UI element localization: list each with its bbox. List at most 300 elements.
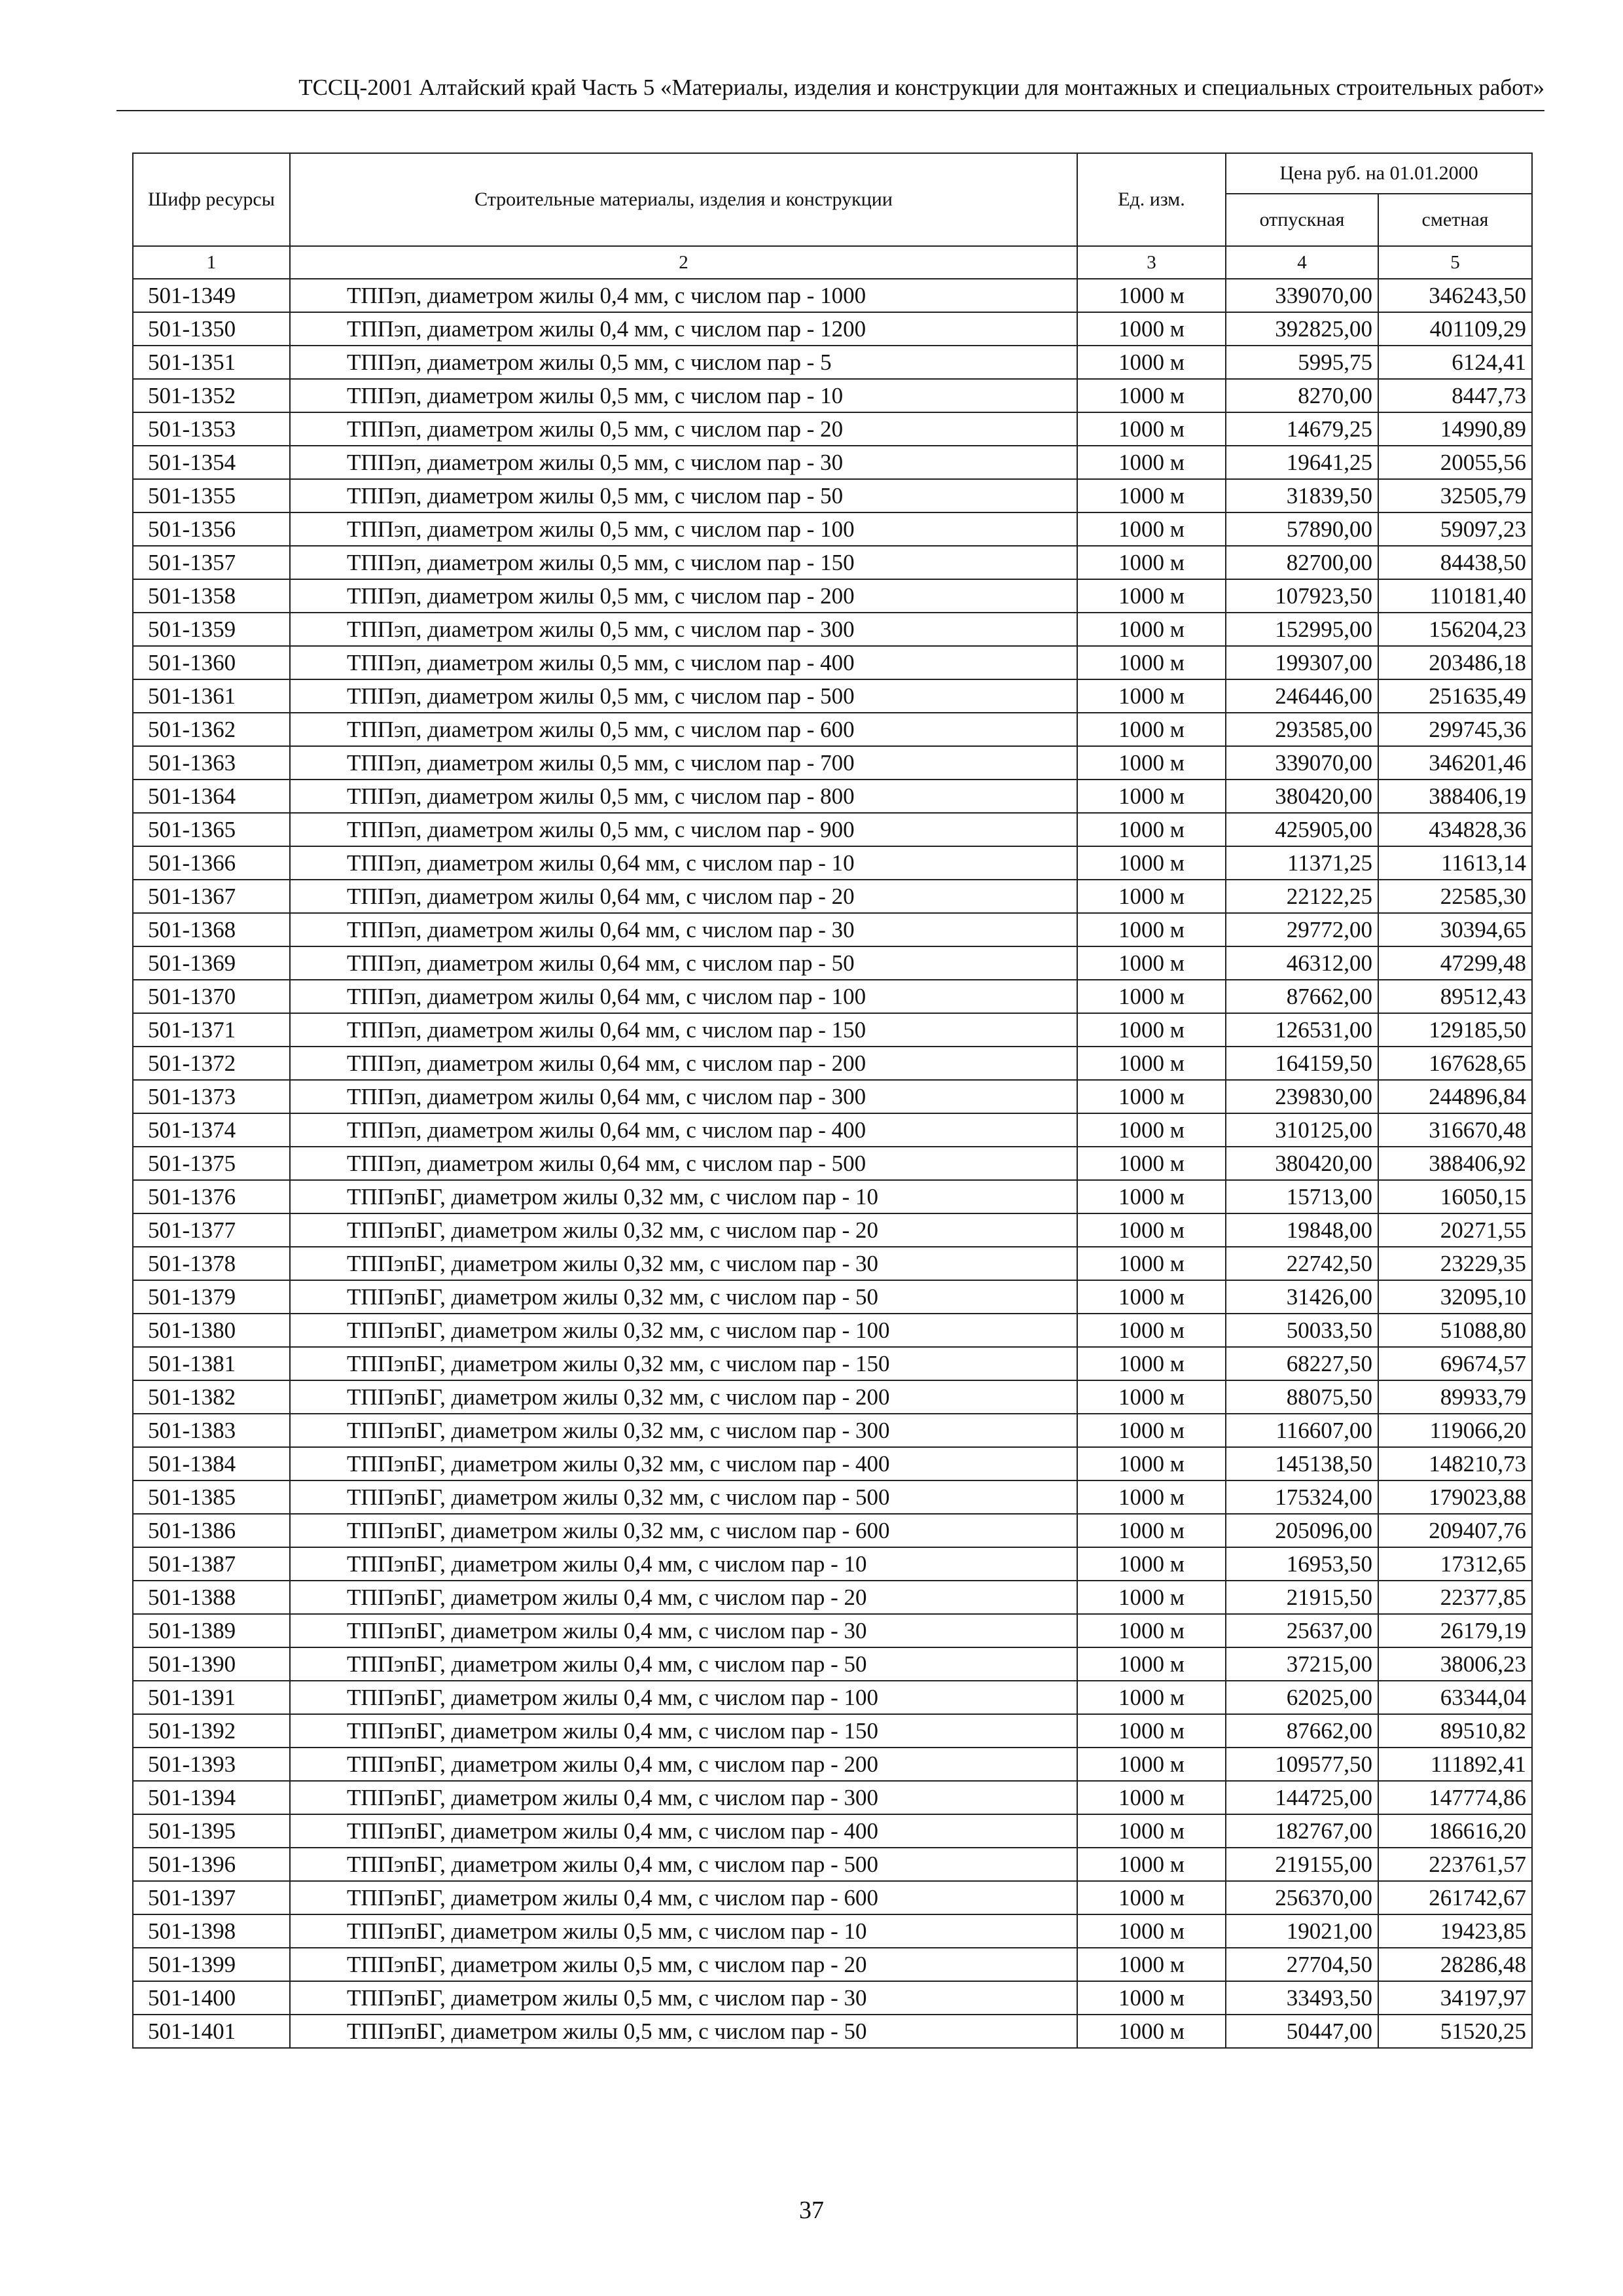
unit-cell: 1000 м — [1077, 613, 1226, 646]
material-name-cell: ТППэп, диаметром жилы 0,5 мм, с числом пар - 100 — [290, 512, 1077, 546]
unit-cell: 1000 м — [1077, 512, 1226, 546]
resource-code-cell: 501-1356 — [133, 512, 290, 546]
resource-code-cell: 501-1371 — [133, 1013, 290, 1047]
material-name-cell: ТППэпБГ, диаметром жилы 0,32 мм, с числом пар - 150 — [290, 1347, 1077, 1380]
material-name-cell: ТППэпБГ, диаметром жилы 0,4 мм, с числом пар - 50 — [290, 1647, 1077, 1681]
release-price-cell: 57890,00 — [1226, 512, 1378, 546]
estimate-price-cell: 59097,23 — [1378, 512, 1532, 546]
material-name-cell: ТППэпБГ, диаметром жилы 0,32 мм, с числом пар - 600 — [290, 1514, 1077, 1547]
resource-code-cell: 501-1366 — [133, 846, 290, 880]
table-row — [133, 1147, 1532, 1180]
table-row — [133, 1414, 1532, 1447]
release-price-cell: 14679,25 — [1226, 412, 1378, 446]
table-row — [133, 346, 1532, 379]
release-price-cell: 15713,00 — [1226, 1180, 1378, 1213]
table-row — [133, 846, 1532, 880]
resource-code-cell: 501-1387 — [133, 1547, 290, 1581]
resource-code-cell: 501-1369 — [133, 946, 290, 980]
release-price-cell: 246446,00 — [1226, 679, 1378, 713]
release-price-cell: 22122,25 — [1226, 880, 1378, 913]
estimate-price-cell: 209407,76 — [1378, 1514, 1532, 1547]
release-price-cell: 8270,00 — [1226, 379, 1378, 412]
table-row — [133, 746, 1532, 780]
release-price-cell: 339070,00 — [1226, 279, 1378, 312]
resource-code-cell: 501-1394 — [133, 1781, 290, 1814]
resource-code-cell: 501-1379 — [133, 1280, 290, 1314]
estimate-price-cell: 346243,50 — [1378, 279, 1532, 312]
material-name-cell: ТППэпБГ, диаметром жилы 0,32 мм, с числом пар - 30 — [290, 1247, 1077, 1280]
resource-code-cell: 501-1363 — [133, 746, 290, 780]
table-row — [133, 1480, 1532, 1514]
unit-cell: 1000 м — [1077, 1547, 1226, 1581]
resource-code-cell: 501-1400 — [133, 1981, 290, 2015]
table-row — [133, 1180, 1532, 1213]
estimate-price-cell: 28286,48 — [1378, 1948, 1532, 1981]
column-number-row — [133, 246, 1532, 279]
table-row — [133, 1914, 1532, 1948]
table-row — [133, 1447, 1532, 1480]
resource-code-cell: 501-1349 — [133, 279, 290, 312]
resource-code-cell: 501-1368 — [133, 913, 290, 946]
resource-code-cell: 501-1378 — [133, 1247, 290, 1280]
estimate-price-cell: 186616,20 — [1378, 1814, 1532, 1848]
unit-cell: 1000 м — [1077, 646, 1226, 679]
estimate-price-cell: 251635,49 — [1378, 679, 1532, 713]
material-name-cell: ТППэпБГ, диаметром жилы 0,5 мм, с числом пар - 20 — [290, 1948, 1077, 1981]
estimate-price-cell: 223761,57 — [1378, 1848, 1532, 1881]
resource-code-cell: 501-1359 — [133, 613, 290, 646]
table-row — [133, 646, 1532, 679]
table-row — [133, 1814, 1532, 1848]
resource-code-cell: 501-1367 — [133, 880, 290, 913]
release-price-cell: 109577,50 — [1226, 1748, 1378, 1781]
release-price-cell: 37215,00 — [1226, 1647, 1378, 1681]
material-name-cell: ТППэпБГ, диаметром жилы 0,32 мм, с числом пар - 10 — [290, 1180, 1077, 1213]
release-price-cell: 27704,50 — [1226, 1948, 1378, 1981]
release-price-cell: 11371,25 — [1226, 846, 1378, 880]
unit-cell: 1000 м — [1077, 813, 1226, 846]
unit-cell: 1000 м — [1077, 1914, 1226, 1948]
table-row — [133, 1681, 1532, 1714]
material-name-cell: ТППэп, диаметром жилы 0,5 мм, с числом пар - 30 — [290, 446, 1077, 479]
material-name-cell: ТППэп, диаметром жилы 0,5 мм, с числом пар - 600 — [290, 713, 1077, 746]
estimate-price-cell: 34197,97 — [1378, 1981, 1532, 2015]
resource-code-cell: 501-1364 — [133, 780, 290, 813]
estimate-price-cell: 89933,79 — [1378, 1380, 1532, 1414]
estimate-price-cell: 167628,65 — [1378, 1047, 1532, 1080]
release-price-cell: 29772,00 — [1226, 913, 1378, 946]
material-name-cell: ТППэп, диаметром жилы 0,5 мм, с числом пар - 900 — [290, 813, 1077, 846]
estimate-price-cell: 69674,57 — [1378, 1347, 1532, 1380]
header-price-group: Цена руб. на 01.01.2000 — [1226, 153, 1532, 194]
table-row — [133, 2015, 1532, 2048]
unit-cell: 1000 м — [1077, 1347, 1226, 1380]
table-row — [133, 780, 1532, 813]
release-price-cell: 50033,50 — [1226, 1314, 1378, 1347]
table-row — [133, 1047, 1532, 1080]
column-number: 5 — [1378, 246, 1532, 279]
material-name-cell: ТППэпБГ, диаметром жилы 0,32 мм, с числом пар - 200 — [290, 1380, 1077, 1414]
resource-code-cell: 501-1382 — [133, 1380, 290, 1414]
resource-code-cell: 501-1355 — [133, 479, 290, 512]
estimate-price-cell: 51520,25 — [1378, 2015, 1532, 2048]
unit-cell: 1000 м — [1077, 1147, 1226, 1180]
material-name-cell: ТППэп, диаметром жилы 0,64 мм, с числом пар - 300 — [290, 1080, 1077, 1113]
resource-code-cell: 501-1384 — [133, 1447, 290, 1480]
estimate-price-cell: 203486,18 — [1378, 646, 1532, 679]
resource-code-cell: 501-1376 — [133, 1180, 290, 1213]
table-row — [133, 980, 1532, 1013]
estimate-price-cell: 14990,89 — [1378, 412, 1532, 446]
table-row — [133, 713, 1532, 746]
unit-cell: 1000 м — [1077, 780, 1226, 813]
estimate-price-cell: 47299,48 — [1378, 946, 1532, 980]
table-row — [133, 1380, 1532, 1414]
table-row — [133, 479, 1532, 512]
price-table — [132, 152, 1533, 2049]
column-number: 3 — [1077, 246, 1226, 279]
resource-code-cell: 501-1377 — [133, 1213, 290, 1247]
unit-cell: 1000 м — [1077, 1180, 1226, 1213]
resource-code-cell: 501-1361 — [133, 679, 290, 713]
estimate-price-cell: 26179,19 — [1378, 1614, 1532, 1647]
estimate-price-cell: 401109,29 — [1378, 312, 1532, 346]
resource-code-cell: 501-1386 — [133, 1514, 290, 1547]
resource-code-cell: 501-1383 — [133, 1414, 290, 1447]
unit-cell: 1000 м — [1077, 1480, 1226, 1514]
estimate-price-cell: 388406,19 — [1378, 780, 1532, 813]
table-row — [133, 1514, 1532, 1547]
estimate-price-cell: 434828,36 — [1378, 813, 1532, 846]
unit-cell: 1000 м — [1077, 1447, 1226, 1480]
table-row — [133, 613, 1532, 646]
release-price-cell: 87662,00 — [1226, 980, 1378, 1013]
unit-cell: 1000 м — [1077, 1414, 1226, 1447]
resource-code-cell: 501-1401 — [133, 2015, 290, 2048]
material-name-cell: ТППэп, диаметром жилы 0,5 мм, с числом пар - 150 — [290, 546, 1077, 579]
estimate-price-cell: 89510,82 — [1378, 1714, 1532, 1748]
unit-cell: 1000 м — [1077, 679, 1226, 713]
estimate-price-cell: 89512,43 — [1378, 980, 1532, 1013]
resource-code-cell: 501-1375 — [133, 1147, 290, 1180]
material-name-cell: ТППэпБГ, диаметром жилы 0,32 мм, с числом пар - 400 — [290, 1447, 1077, 1480]
estimate-price-cell: 129185,50 — [1378, 1013, 1532, 1047]
table-row — [133, 813, 1532, 846]
table-row — [133, 1981, 1532, 2015]
release-price-cell: 62025,00 — [1226, 1681, 1378, 1714]
release-price-cell: 16953,50 — [1226, 1547, 1378, 1581]
resource-code-cell: 501-1397 — [133, 1881, 290, 1914]
release-price-cell: 219155,00 — [1226, 1848, 1378, 1881]
unit-cell: 1000 м — [1077, 1080, 1226, 1113]
release-price-cell: 82700,00 — [1226, 546, 1378, 579]
release-price-cell: 392825,00 — [1226, 312, 1378, 346]
estimate-price-cell: 84438,50 — [1378, 546, 1532, 579]
unit-cell: 1000 м — [1077, 1981, 1226, 2015]
release-price-cell: 256370,00 — [1226, 1881, 1378, 1914]
resource-code-cell: 501-1389 — [133, 1614, 290, 1647]
material-name-cell: ТППэпБГ, диаметром жилы 0,32 мм, с числом пар - 50 — [290, 1280, 1077, 1314]
material-name-cell: ТППэп, диаметром жилы 0,5 мм, с числом пар - 500 — [290, 679, 1077, 713]
release-price-cell: 88075,50 — [1226, 1380, 1378, 1414]
estimate-price-cell: 261742,67 — [1378, 1881, 1532, 1914]
material-name-cell: ТППэпБГ, диаметром жилы 0,5 мм, с числом пар - 50 — [290, 2015, 1077, 2048]
release-price-cell: 152995,00 — [1226, 613, 1378, 646]
table-row — [133, 1080, 1532, 1113]
resource-code-cell: 501-1398 — [133, 1914, 290, 1948]
resource-code-cell: 501-1392 — [133, 1714, 290, 1748]
running-title: ТССЦ-2001 Алтайский край Часть 5 «Материалы, изделия и конструкции для монтажных и специальных строительных работ» — [298, 75, 1544, 100]
material-name-cell: ТППэпБГ, диаметром жилы 0,4 мм, с числом пар - 20 — [290, 1581, 1077, 1614]
estimate-price-cell: 6124,41 — [1378, 346, 1532, 379]
release-price-cell: 199307,00 — [1226, 646, 1378, 679]
unit-cell: 1000 м — [1077, 1681, 1226, 1714]
resource-code-cell: 501-1353 — [133, 412, 290, 446]
estimate-price-cell: 110181,40 — [1378, 579, 1532, 613]
unit-cell: 1000 м — [1077, 446, 1226, 479]
material-name-cell: ТППэпБГ, диаметром жилы 0,32 мм, с числом пар - 20 — [290, 1213, 1077, 1247]
estimate-price-cell: 32505,79 — [1378, 479, 1532, 512]
unit-cell: 1000 м — [1077, 412, 1226, 446]
table-row — [133, 679, 1532, 713]
resource-code-cell: 501-1351 — [133, 346, 290, 379]
estimate-price-cell: 388406,92 — [1378, 1147, 1532, 1180]
material-name-cell: ТППэп, диаметром жилы 0,4 мм, с числом пар - 1200 — [290, 312, 1077, 346]
estimate-price-cell: 32095,10 — [1378, 1280, 1532, 1314]
release-price-cell: 145138,50 — [1226, 1447, 1378, 1480]
resource-code-cell: 501-1360 — [133, 646, 290, 679]
table-row — [133, 546, 1532, 579]
release-price-cell: 21915,50 — [1226, 1581, 1378, 1614]
material-name-cell: ТППэп, диаметром жилы 0,64 мм, с числом пар - 100 — [290, 980, 1077, 1013]
table-row — [133, 1113, 1532, 1147]
unit-cell: 1000 м — [1077, 546, 1226, 579]
resource-code-cell: 501-1350 — [133, 312, 290, 346]
table-row — [133, 880, 1532, 913]
unit-cell: 1000 м — [1077, 1848, 1226, 1881]
resource-code-cell: 501-1399 — [133, 1948, 290, 1981]
table-row — [133, 379, 1532, 412]
table-row — [133, 1547, 1532, 1581]
table-row — [133, 1848, 1532, 1881]
unit-cell: 1000 м — [1077, 1113, 1226, 1147]
estimate-price-cell: 346201,46 — [1378, 746, 1532, 780]
unit-cell: 1000 м — [1077, 1047, 1226, 1080]
release-price-cell: 31426,00 — [1226, 1280, 1378, 1314]
release-price-cell: 19021,00 — [1226, 1914, 1378, 1948]
material-name-cell: ТППэп, диаметром жилы 0,5 мм, с числом пар - 5 — [290, 346, 1077, 379]
material-name-cell: ТППэп, диаметром жилы 0,64 мм, с числом пар - 400 — [290, 1113, 1077, 1147]
release-price-cell: 126531,00 — [1226, 1013, 1378, 1047]
material-name-cell: ТППэпБГ, диаметром жилы 0,5 мм, с числом пар - 30 — [290, 1981, 1077, 2015]
table-row — [133, 913, 1532, 946]
resource-code-cell: 501-1354 — [133, 446, 290, 479]
material-name-cell: ТППэпБГ, диаметром жилы 0,32 мм, с числом пар - 100 — [290, 1314, 1077, 1347]
unit-cell: 1000 м — [1077, 1614, 1226, 1647]
header-price-release: отпускная — [1226, 194, 1378, 246]
release-price-cell: 205096,00 — [1226, 1514, 1378, 1547]
unit-cell: 1000 м — [1077, 312, 1226, 346]
material-name-cell: ТППэп, диаметром жилы 0,5 мм, с числом пар - 200 — [290, 579, 1077, 613]
page-number: 37 — [799, 2197, 824, 2224]
material-name-cell: ТППэпБГ, диаметром жилы 0,4 мм, с числом пар - 600 — [290, 1881, 1077, 1914]
release-price-cell: 19641,25 — [1226, 446, 1378, 479]
unit-cell: 1000 м — [1077, 1714, 1226, 1748]
estimate-price-cell: 19423,85 — [1378, 1914, 1532, 1948]
unit-cell: 1000 м — [1077, 2015, 1226, 2048]
unit-cell: 1000 м — [1077, 1314, 1226, 1347]
material-name-cell: ТППэп, диаметром жилы 0,5 мм, с числом пар - 400 — [290, 646, 1077, 679]
estimate-price-cell: 11613,14 — [1378, 846, 1532, 880]
resource-code-cell: 501-1396 — [133, 1848, 290, 1881]
material-name-cell: ТППэп, диаметром жилы 0,64 мм, с числом пар - 150 — [290, 1013, 1077, 1047]
resource-code-cell: 501-1395 — [133, 1814, 290, 1848]
unit-cell: 1000 м — [1077, 980, 1226, 1013]
unit-cell: 1000 м — [1077, 1948, 1226, 1981]
estimate-price-cell: 22585,30 — [1378, 880, 1532, 913]
resource-code-cell: 501-1362 — [133, 713, 290, 746]
release-price-cell: 425905,00 — [1226, 813, 1378, 846]
release-price-cell: 22742,50 — [1226, 1247, 1378, 1280]
material-name-cell: ТППэп, диаметром жилы 0,5 мм, с числом пар - 50 — [290, 479, 1077, 512]
unit-cell: 1000 м — [1077, 479, 1226, 512]
unit-cell: 1000 м — [1077, 1280, 1226, 1314]
estimate-price-cell: 22377,85 — [1378, 1581, 1532, 1614]
unit-cell: 1000 м — [1077, 913, 1226, 946]
table-row — [133, 579, 1532, 613]
resource-code-cell: 501-1365 — [133, 813, 290, 846]
table-body — [133, 279, 1532, 2048]
unit-cell: 1000 м — [1077, 1814, 1226, 1848]
release-price-cell: 50447,00 — [1226, 2015, 1378, 2048]
unit-cell: 1000 м — [1077, 1881, 1226, 1914]
release-price-cell: 380420,00 — [1226, 780, 1378, 813]
unit-cell: 1000 м — [1077, 1748, 1226, 1781]
table-row — [133, 412, 1532, 446]
release-price-cell: 68227,50 — [1226, 1347, 1378, 1380]
unit-cell: 1000 м — [1077, 346, 1226, 379]
table-row — [133, 1013, 1532, 1047]
estimate-price-cell: 17312,65 — [1378, 1547, 1532, 1581]
material-name-cell: ТППэп, диаметром жилы 0,4 мм, с числом пар - 1000 — [290, 279, 1077, 312]
table-row — [133, 446, 1532, 479]
estimate-price-cell: 148210,73 — [1378, 1447, 1532, 1480]
material-name-cell: ТППэп, диаметром жилы 0,64 мм, с числом пар - 30 — [290, 913, 1077, 946]
table-header — [133, 153, 1532, 279]
estimate-price-cell: 51088,80 — [1378, 1314, 1532, 1347]
estimate-price-cell: 23229,35 — [1378, 1247, 1532, 1280]
resource-code-cell: 501-1380 — [133, 1314, 290, 1347]
release-price-cell: 293585,00 — [1226, 713, 1378, 746]
header-code: Шифр ресурсы — [133, 153, 290, 246]
estimate-price-cell: 156204,23 — [1378, 613, 1532, 646]
estimate-price-cell: 147774,86 — [1378, 1781, 1532, 1814]
material-name-cell: ТППэп, диаметром жилы 0,64 мм, с числом пар - 50 — [290, 946, 1077, 980]
resource-code-cell: 501-1372 — [133, 1047, 290, 1080]
unit-cell: 1000 м — [1077, 1581, 1226, 1614]
resource-code-cell: 501-1373 — [133, 1080, 290, 1113]
table-row — [133, 1647, 1532, 1681]
unit-cell: 1000 м — [1077, 1781, 1226, 1814]
material-name-cell: ТППэп, диаметром жилы 0,64 мм, с числом пар - 20 — [290, 880, 1077, 913]
release-price-cell: 19848,00 — [1226, 1213, 1378, 1247]
material-name-cell: ТППэп, диаметром жилы 0,64 мм, с числом пар - 10 — [290, 846, 1077, 880]
table-row — [133, 279, 1532, 312]
unit-cell: 1000 м — [1077, 1213, 1226, 1247]
material-name-cell: ТППэп, диаметром жилы 0,64 мм, с числом пар - 200 — [290, 1047, 1077, 1080]
unit-cell: 1000 м — [1077, 946, 1226, 980]
header-price-estimate: сметная — [1378, 194, 1532, 246]
estimate-price-cell: 179023,88 — [1378, 1480, 1532, 1514]
table-row — [133, 1614, 1532, 1647]
resource-code-cell: 501-1385 — [133, 1480, 290, 1514]
unit-cell: 1000 м — [1077, 1247, 1226, 1280]
material-name-cell: ТППэп, диаметром жилы 0,5 мм, с числом пар - 800 — [290, 780, 1077, 813]
release-price-cell: 116607,00 — [1226, 1414, 1378, 1447]
resource-code-cell: 501-1390 — [133, 1647, 290, 1681]
estimate-price-cell: 316670,48 — [1378, 1113, 1532, 1147]
table-row — [133, 1347, 1532, 1380]
release-price-cell: 31839,50 — [1226, 479, 1378, 512]
material-name-cell: ТППэп, диаметром жилы 0,64 мм, с числом пар - 500 — [290, 1147, 1077, 1180]
table-row — [133, 1314, 1532, 1347]
resource-code-cell: 501-1374 — [133, 1113, 290, 1147]
resource-code-cell: 501-1393 — [133, 1748, 290, 1781]
header-unit: Ед. изм. — [1077, 153, 1226, 246]
unit-cell: 1000 м — [1077, 746, 1226, 780]
unit-cell: 1000 м — [1077, 880, 1226, 913]
release-price-cell: 46312,00 — [1226, 946, 1378, 980]
material-name-cell: ТППэпБГ, диаметром жилы 0,5 мм, с числом пар - 10 — [290, 1914, 1077, 1948]
estimate-price-cell: 111892,41 — [1378, 1748, 1532, 1781]
table-row — [133, 1714, 1532, 1748]
unit-cell: 1000 м — [1077, 579, 1226, 613]
estimate-price-cell: 119066,20 — [1378, 1414, 1532, 1447]
header-name: Строительные материалы, изделия и конструкции — [290, 153, 1077, 246]
material-name-cell: ТППэпБГ, диаметром жилы 0,4 мм, с числом пар - 150 — [290, 1714, 1077, 1748]
resource-code-cell: 501-1358 — [133, 579, 290, 613]
estimate-price-cell: 63344,04 — [1378, 1681, 1532, 1714]
material-name-cell: ТППэпБГ, диаметром жилы 0,32 мм, с числом пар - 500 — [290, 1480, 1077, 1514]
unit-cell: 1000 м — [1077, 1647, 1226, 1681]
unit-cell: 1000 м — [1077, 1380, 1226, 1414]
material-name-cell: ТППэпБГ, диаметром жилы 0,4 мм, с числом пар - 500 — [290, 1848, 1077, 1881]
table-row — [133, 1781, 1532, 1814]
estimate-price-cell: 16050,15 — [1378, 1180, 1532, 1213]
material-name-cell: ТППэпБГ, диаметром жилы 0,4 мм, с числом пар - 200 — [290, 1748, 1077, 1781]
unit-cell: 1000 м — [1077, 1514, 1226, 1547]
release-price-cell: 164159,50 — [1226, 1047, 1378, 1080]
table-row — [133, 1948, 1532, 1981]
resource-code-cell: 501-1381 — [133, 1347, 290, 1380]
material-name-cell: ТППэпБГ, диаметром жилы 0,4 мм, с числом пар - 100 — [290, 1681, 1077, 1714]
material-name-cell: ТППэпБГ, диаметром жилы 0,4 мм, с числом пар - 30 — [290, 1614, 1077, 1647]
unit-cell: 1000 м — [1077, 846, 1226, 880]
release-price-cell: 5995,75 — [1226, 346, 1378, 379]
resource-code-cell: 501-1352 — [133, 379, 290, 412]
column-number: 4 — [1226, 246, 1378, 279]
table-row — [133, 1748, 1532, 1781]
material-name-cell: ТППэпБГ, диаметром жилы 0,4 мм, с числом пар - 10 — [290, 1547, 1077, 1581]
material-name-cell: ТППэп, диаметром жилы 0,5 мм, с числом пар - 300 — [290, 613, 1077, 646]
table-row — [133, 946, 1532, 980]
release-price-cell: 339070,00 — [1226, 746, 1378, 780]
material-name-cell: ТППэпБГ, диаметром жилы 0,4 мм, с числом пар - 400 — [290, 1814, 1077, 1848]
resource-code-cell: 501-1357 — [133, 546, 290, 579]
column-number: 2 — [290, 246, 1077, 279]
table-row — [133, 1280, 1532, 1314]
resource-code-cell: 501-1391 — [133, 1681, 290, 1714]
